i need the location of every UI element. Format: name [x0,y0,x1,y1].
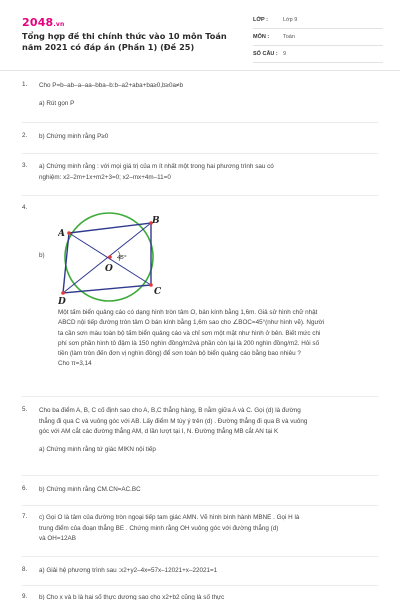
meta-value: 9 [283,51,287,57]
question-number: 3. [22,162,28,169]
question-separator [22,505,378,506]
circle-rectangle-diagram [58,208,178,308]
question-separator [22,195,378,196]
question-number: 4. [22,204,28,211]
question-line: tiền (làm tròn đến đơn vị nghìn đồng) để sơn toàn bộ biển quảng cáo bằng bao nhiêu ? [58,350,301,358]
question-line: a) Giải hệ phương trình sau :x2+y2–4x=57x–12021+x–22021=1 [39,567,218,574]
question-number: 5. [22,406,28,413]
question-line: Một tấm biển quảng cáo có dạng hình tròn tâm O, bán kính bằng 1,6m. Giả sử hình chữ nhật [58,309,318,316]
page-title: Tổng hợp đề thi chính thức vào 10 môn Toán năm 2021 có đáp án (Phần 1) (Đề 25) [22,31,227,52]
question-line: Cho ba điểm A, B, C cố định sao cho A, B,C thẳng hàng, B nằm giữa A và C. Gọi (d) là đường [39,407,301,414]
header-divider [0,70,400,71]
label-o: O [105,264,113,274]
question-line: a) Rút gọn P [39,99,75,107]
question-line: Cho π=3,14 [58,360,92,368]
question-number: 2. [22,132,28,139]
question-line: ta cần sơn màu toàn bộ tấm biển quảng cáo và chỉ sơn một mặt như hình ở bên. Biết mức chi [58,329,321,337]
question-separator [22,475,378,476]
page-header [0,0,400,68]
site-logo[interactable] [22,16,64,29]
exam-meta [253,12,383,63]
question-text [39,593,379,600]
point-d [61,291,65,295]
question-text [39,566,379,577]
question-separator [22,153,378,154]
label-c: C [154,287,162,297]
question-line: nghiệm: x2–2m+1x+m2+3=0; x2–mx+4m–11=0 [39,173,171,181]
point-o [108,255,112,259]
question-number: 8. [22,566,28,573]
meta-row-subject [253,29,383,46]
question-line: trung điểm của đoạn thẳng BE . Chứng minh rằng OH vuông góc với đường thẳng (d) [39,524,279,532]
question-line: a) Chứng minh rằng tứ giác MIKN nội tiếp [39,445,156,453]
question-text [39,485,379,496]
question-line: Cho P=b–ab–a–aa–bba–b:b–a2+aba+ba≥0,b≥0a≠b [39,82,183,89]
question-line: b) Chứng minh rằng P≥0 [39,133,109,140]
meta-value: Lớp 9 [283,17,298,23]
meta-label: SỐ CÂU : [253,51,278,57]
meta-label: MÔN : [253,34,270,40]
question-number: 7. [22,513,28,520]
question-line: b) Chứng minh rằng CM.CN=AC.BC [39,486,141,493]
label-b: B [152,216,160,226]
question-text [39,81,379,109]
question-line: a) Chứng minh rằng : với mọi giá trị của m ít nhất một trong hai phương trình sau có [39,163,274,170]
label-d: D [58,297,66,307]
logo-suffix: .vn [53,21,65,28]
question-separator [22,556,378,557]
question-line: thẳng đi qua C và vuông góc với AB. Lấy điểm M tùy ý trên (d) . Đường thẳng đi qua B và vuông [39,417,308,425]
question-line: b) [39,252,45,259]
question-number: 9. [22,593,28,600]
question-line: góc với AM cắt các đường thẳng AM, d lần lượt tại I, N. Đường thẳng MB cắt AN tại K [39,428,279,435]
point-c [149,283,153,287]
meta-value: Toán [283,34,295,40]
question-text [39,132,379,143]
question-separator [22,122,378,123]
diagonal-bd [63,223,151,293]
question-line: b) Cho x và b là hai số thực dương sao cho x2+b2 cũng là số thực [39,594,225,600]
meta-label: LỚP : [253,17,268,23]
question-text [58,308,378,370]
meta-row-grade [253,12,383,29]
logo-main: 2048 [22,16,54,29]
spacer [39,438,379,445]
question-text [39,513,379,545]
point-a [67,231,71,235]
label-a: A [58,229,65,239]
question-number: 6. [22,485,28,492]
question-separator [22,585,378,586]
question-text [39,162,379,183]
meta-row-count [253,46,383,63]
question-separator [22,396,378,397]
diagonal-ac [69,233,151,285]
question-line: ABCD nội tiếp đường tròn tâm O bán kính bằng 1,6m sao cho ∠BOC=45°(như hình vẽ). Người [58,319,325,327]
question-line: và OH=12AB [39,535,76,542]
question-line: phí sơn phần hình tô đậm là 150 nghìn đồng/m2và phần còn lại là 200 nghìn đồng/m2. Hỏi số [58,339,320,347]
question-text [39,406,379,455]
geometry-figure [58,208,178,313]
question-line: c) Gọi O là tâm của đường tròn ngoại tiếp tam giác AMN. Vẽ hình bình hành MBNE . Gọi H là [39,514,300,521]
question-number: 1. [22,81,28,88]
spacer [39,92,379,99]
label-angle: 45° [117,255,127,261]
